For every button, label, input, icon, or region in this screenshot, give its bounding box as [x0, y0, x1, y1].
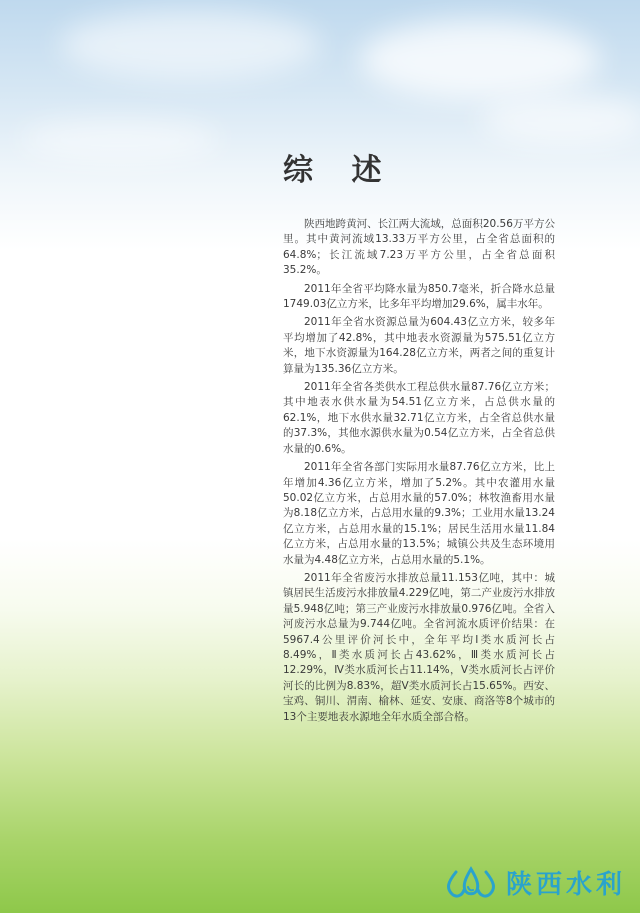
sky-cloud [360, 20, 600, 100]
paragraph-water-supply: 2011年全省各类供水工程总供水量87.76亿立方米；其中地表水供水量为54.51亿立方米，占总供水量的62.1%，地下水供水量32.71亿立方米，占全省总供水量的37.3%，其他水源供水量为0.54亿立方米，占全省总供水量的0.6%。 [283, 381, 555, 455]
logo-text: 陕西水利 [506, 870, 627, 900]
sky-cloud [20, 120, 220, 160]
summary-text [283, 217, 555, 728]
brand-logo [442, 864, 626, 901]
paragraph-wastewater: 2011年全省废污水排放总量11.153亿吨，其中：城镇居民生活废污水排放量4.229亿吨，第二产业废污水排放量5.948亿吨；第三产业废污水排放量0.976亿吨。全省入河废污水总量为9.744亿吨。全省河流水质评价结果：在5967.4公里评价河长中，全年平均Ⅰ类水质河长占8.49%，Ⅱ类水质河长占43.62%，Ⅲ类水质河长占12.29%，Ⅳ类水质河长占11.14%，Ⅴ类水质河长占评价河长的比例为8.83%，超Ⅴ类水质河长占15.65%。西安、宝鸡、铜川、渭南、榆林、延安、安康、商洛等8个城市的13个主要地表水源地全年水质全部合格。 [283, 571, 555, 723]
page-title: 综 述 [283, 153, 396, 188]
sky-cloud [480, 95, 640, 145]
paragraph-water-resources: 2011年全省水资源总量为604.43亿立方米，较多年平均增加了42.8%，其中地表水资源量为575.51亿立方米，地下水资源量为164.28亿立方米，两者之间的重复计算量为135.36亿立方米。 [283, 316, 555, 375]
water-drop-logo-icon [442, 866, 500, 900]
paragraph-area: 陕西地跨黄河、长江两大流域，总面积20.56万平方公里。其中黄河流域13.33万平方公里，占全省总面积的64.8%；长江流域7.23万平方公里，占全省总面积35.2%。 [283, 218, 555, 277]
paragraph-water-use: 2011年全省各部门实际用水量87.76亿立方米，比上年增加4.36亿立方米，增加了5.2%。其中农灌用水量50.02亿立方米，占总用水量的57.0%；林牧渔畜用水量为8.18亿立方米，占总用水量的9.3%；工业用水量13.24亿立方米，占总用水量的15.1%；居民生活用水量11.84亿立方米，占总用水量的13.5%；城镇公共及生态环境用水量为4.48亿立方米，占总用水量的5.1%。 [283, 461, 555, 566]
sky-cloud [60, 10, 320, 80]
paragraph-precipitation: 2011年全省平均降水量为850.7毫米，折合降水总量1749.03亿立方米，比多年平均增加29.6%，属丰水年。 [283, 282, 555, 311]
